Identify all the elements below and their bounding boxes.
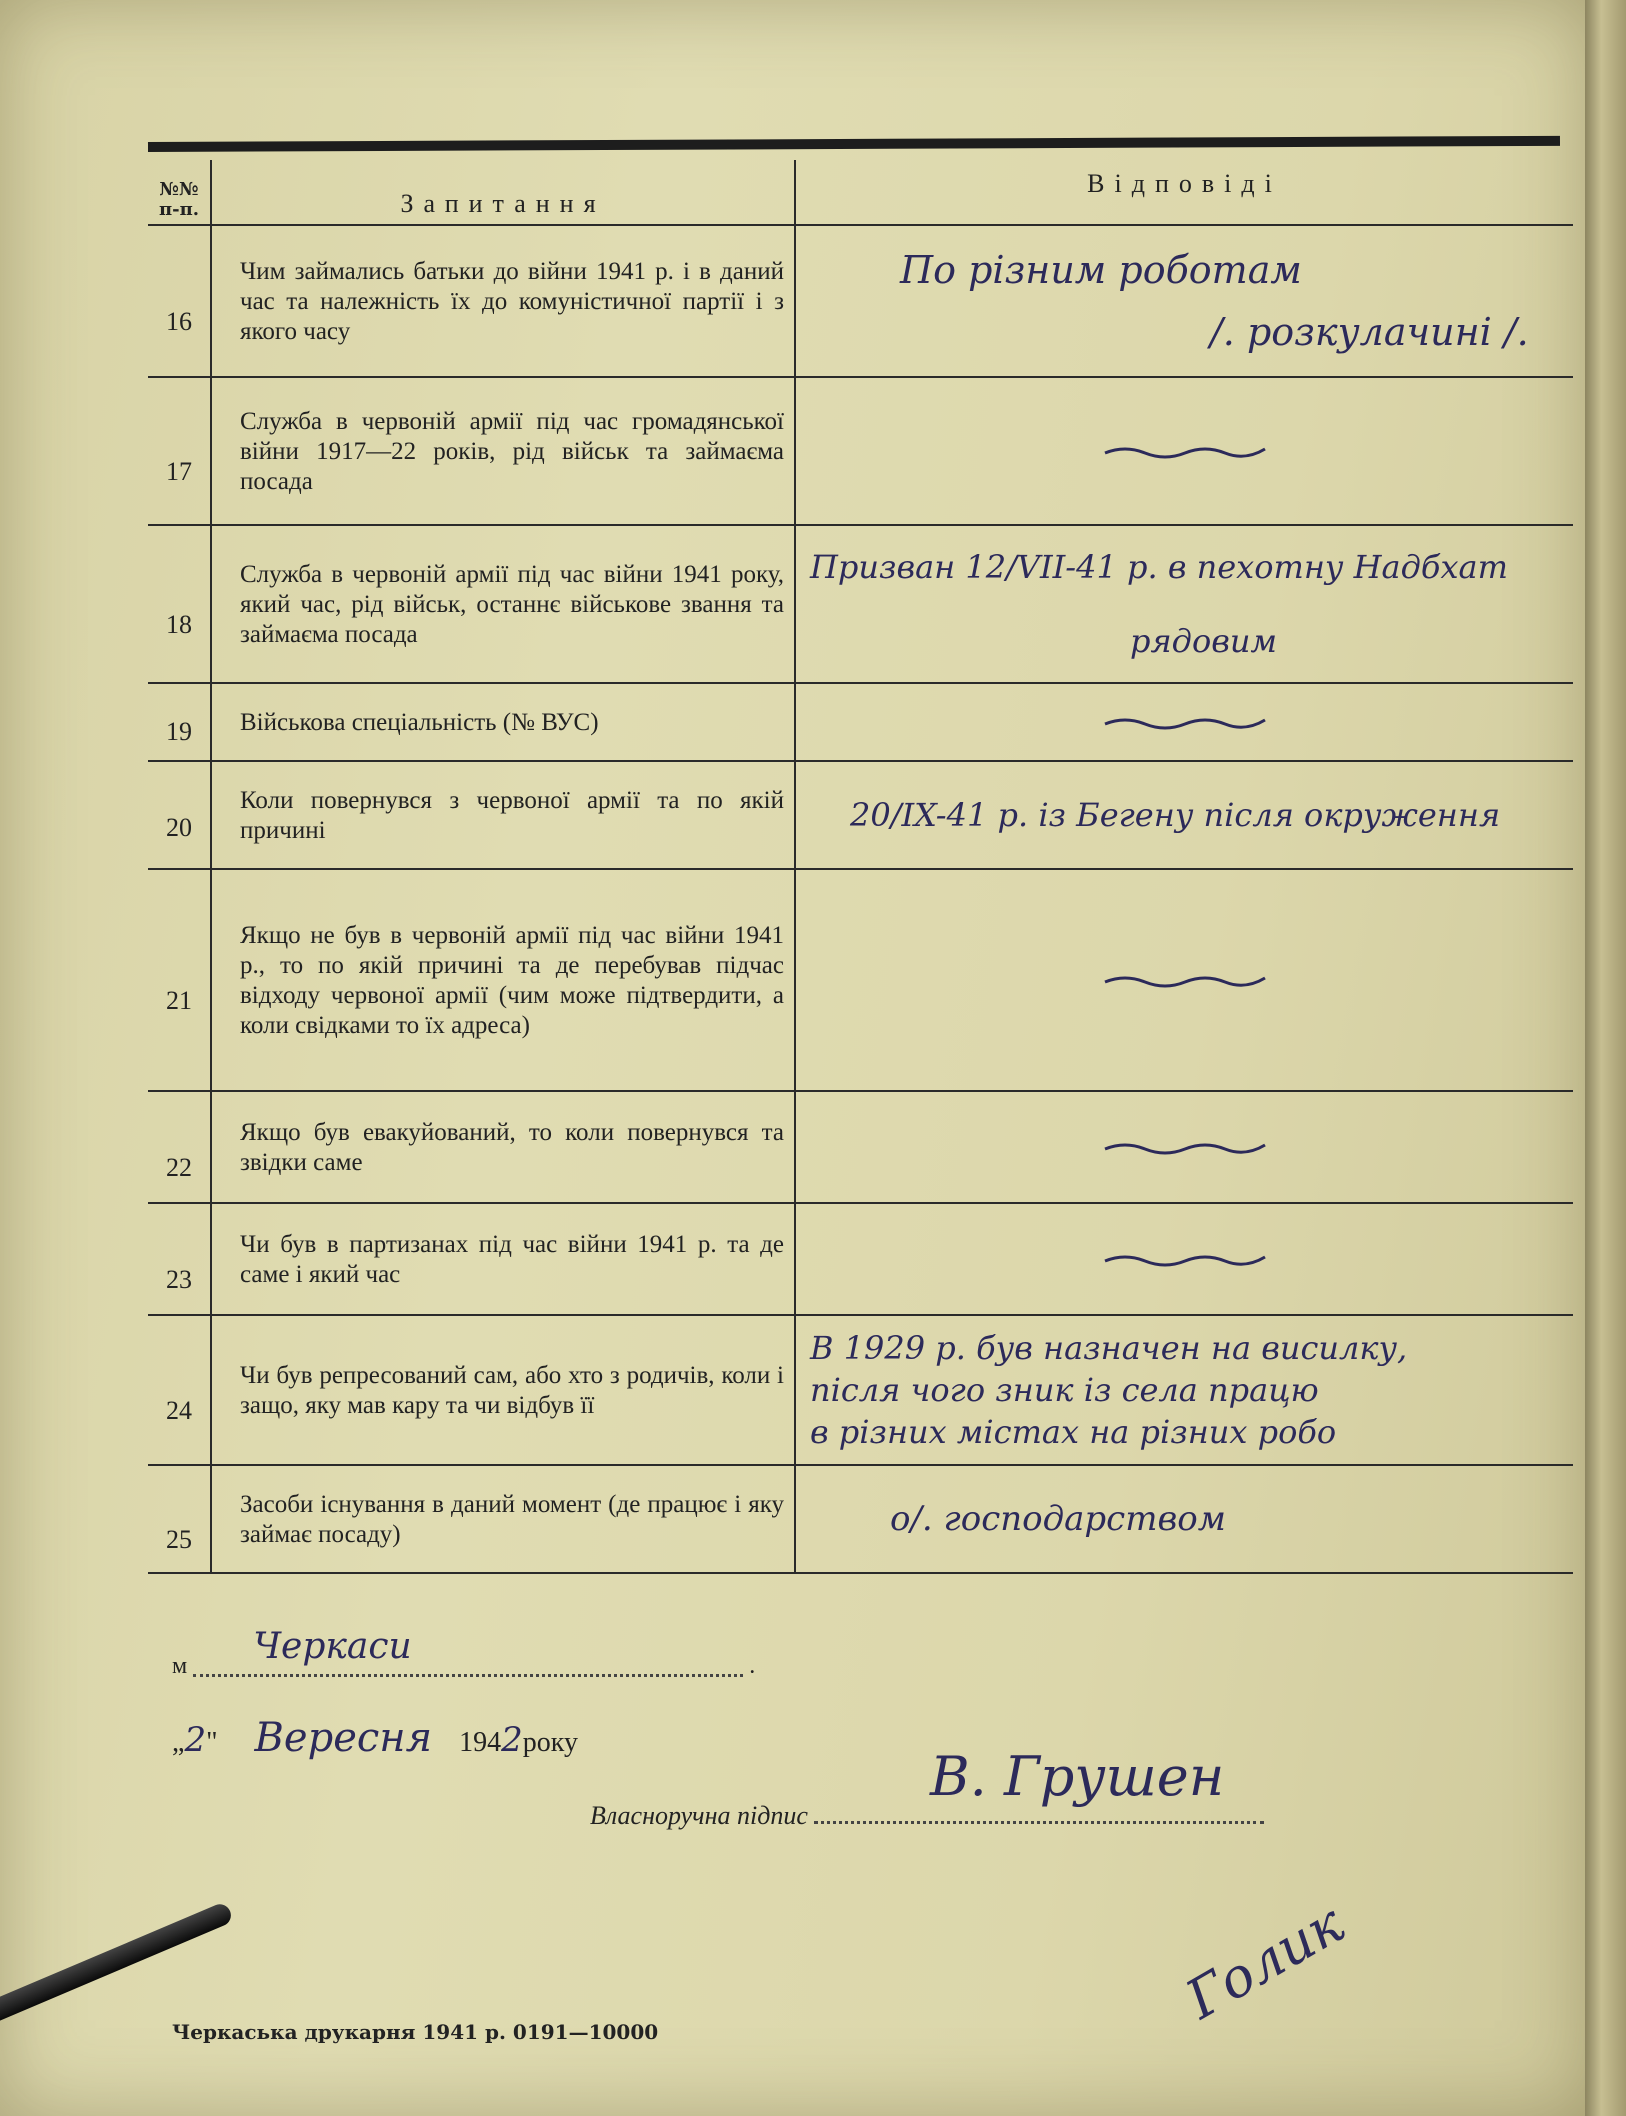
- answer-cell: [795, 683, 1573, 761]
- handwritten-answer: рядовим: [1130, 622, 1277, 660]
- answer-header: Відповіді: [795, 160, 1573, 225]
- row-number: 16: [148, 225, 211, 377]
- row-number: 24: [148, 1315, 211, 1465]
- question-text: Засоби існування в даний момент (де працює і яку займає посаду): [211, 1465, 795, 1573]
- answer-cell: [795, 1315, 1573, 1465]
- table-row: [148, 761, 1573, 869]
- date-line: „2" Вересня 1942року: [172, 1715, 578, 1761]
- printer-imprint: Черкаська друкарня 1941 р. 0191—10000: [172, 2020, 659, 2044]
- dash-mark: [1100, 710, 1270, 734]
- place-prefix: м: [172, 1653, 188, 1679]
- signature-label: Власноручна підпис: [590, 1801, 808, 1830]
- signature-line: [590, 1745, 1264, 1831]
- table-row: [148, 683, 1573, 761]
- date-month: Вересня: [254, 1715, 433, 1761]
- handwritten-answer: після чого зник із села працю: [810, 1371, 1319, 1409]
- date-year-digit: 2: [501, 1720, 523, 1760]
- answer-cell: [795, 761, 1573, 869]
- answer-cell: [795, 525, 1573, 683]
- question-text: Якщо не був в червоній армії під час війни 1941 р., то по якій причині та де перебував підчас відходу червоної армії (чим може підтвердити, а коли свідками то їх адреса): [211, 869, 795, 1091]
- row-number: 20: [148, 761, 211, 869]
- handwritten-answer: /. розкулачині /.: [1210, 310, 1529, 354]
- dash-mark: [1100, 1247, 1270, 1271]
- question-text: Військова спеціальність (№ ВУС): [211, 683, 795, 761]
- row-number: 19: [148, 683, 211, 761]
- date-year-prefix: 194: [459, 1727, 502, 1758]
- question-text: Чи був в партизанах під час війни 1941 р. та де саме і який час: [211, 1203, 795, 1315]
- handwritten-answer: в різних містах на різних робо: [810, 1413, 1337, 1451]
- row-number: 18: [148, 525, 211, 683]
- question-text: Служба в червоній армії під час громадянської війни 1917—22 років, рід військ та займаєма посада: [211, 377, 795, 525]
- table-row: [148, 1203, 1573, 1315]
- question-header: Запитання: [211, 160, 795, 225]
- place-field: [193, 1626, 743, 1677]
- row-number: 17: [148, 377, 211, 525]
- question-text: Чим займались батьки до війни 1941 р. і в даний час та належність їх до комуністичної партії і з якого часу: [211, 225, 795, 377]
- answer-cell: [795, 377, 1573, 525]
- answer-cell: [795, 1091, 1573, 1203]
- question-text: Коли повернувся з червоної армії та по якій причині: [211, 761, 795, 869]
- table-row: [148, 525, 1573, 683]
- question-text: Служба в червоній армії під час війни 1941 року, який час, рід військ, останнє військове звання та займаєма посада: [211, 525, 795, 683]
- dash-mark: [1100, 968, 1270, 992]
- row-number: 21: [148, 869, 211, 1091]
- question-text: Чи був репресований сам, або хто з родичів, коли і защо, яку мав кару та чи відбув її: [211, 1315, 795, 1465]
- date-suffix: року: [522, 1727, 578, 1758]
- handwritten-visa: Голик: [1175, 1891, 1355, 2032]
- place-line: [172, 1626, 756, 1680]
- table-row: [148, 225, 1573, 377]
- dash-mark: [1100, 1135, 1270, 1159]
- table-row: [148, 1465, 1573, 1573]
- next-page-edge: [1585, 0, 1626, 2116]
- handwritten-answer: 20/IX-41 р. із Бегену після окруження: [850, 796, 1501, 834]
- table-row: [148, 869, 1573, 1091]
- handwritten-answer: По різним роботам: [900, 248, 1302, 292]
- answer-cell: [795, 869, 1573, 1091]
- handwritten-answer: В 1929 р. був назначен на висилку,: [810, 1329, 1408, 1367]
- question-text: Якщо був евакуйований, то коли повернувся та звідки саме: [211, 1091, 795, 1203]
- table-header: [148, 160, 1573, 225]
- questionnaire-table: [148, 160, 1573, 1574]
- place-value: Черкаси: [253, 1626, 412, 1667]
- signature-value: В. Грушен: [930, 1745, 1225, 1808]
- table-row: [148, 1315, 1573, 1465]
- row-number: 23: [148, 1203, 211, 1315]
- num-header: №№ п-п.: [148, 160, 211, 225]
- row-number: 25: [148, 1465, 211, 1573]
- handwritten-answer: о/. господарством: [890, 1499, 1226, 1539]
- handwritten-answer: Призван 12/VII-41 р. в пехотну Надбхат: [810, 548, 1508, 586]
- table-row: [148, 1091, 1573, 1203]
- table-row: [148, 377, 1573, 525]
- answer-cell: [795, 1465, 1573, 1573]
- date-day: 2: [184, 1720, 207, 1760]
- answer-cell: [795, 225, 1573, 377]
- answer-cell: [795, 1203, 1573, 1315]
- place-dot: .: [749, 1653, 756, 1679]
- dash-mark: [1100, 439, 1270, 463]
- row-number: 22: [148, 1091, 211, 1203]
